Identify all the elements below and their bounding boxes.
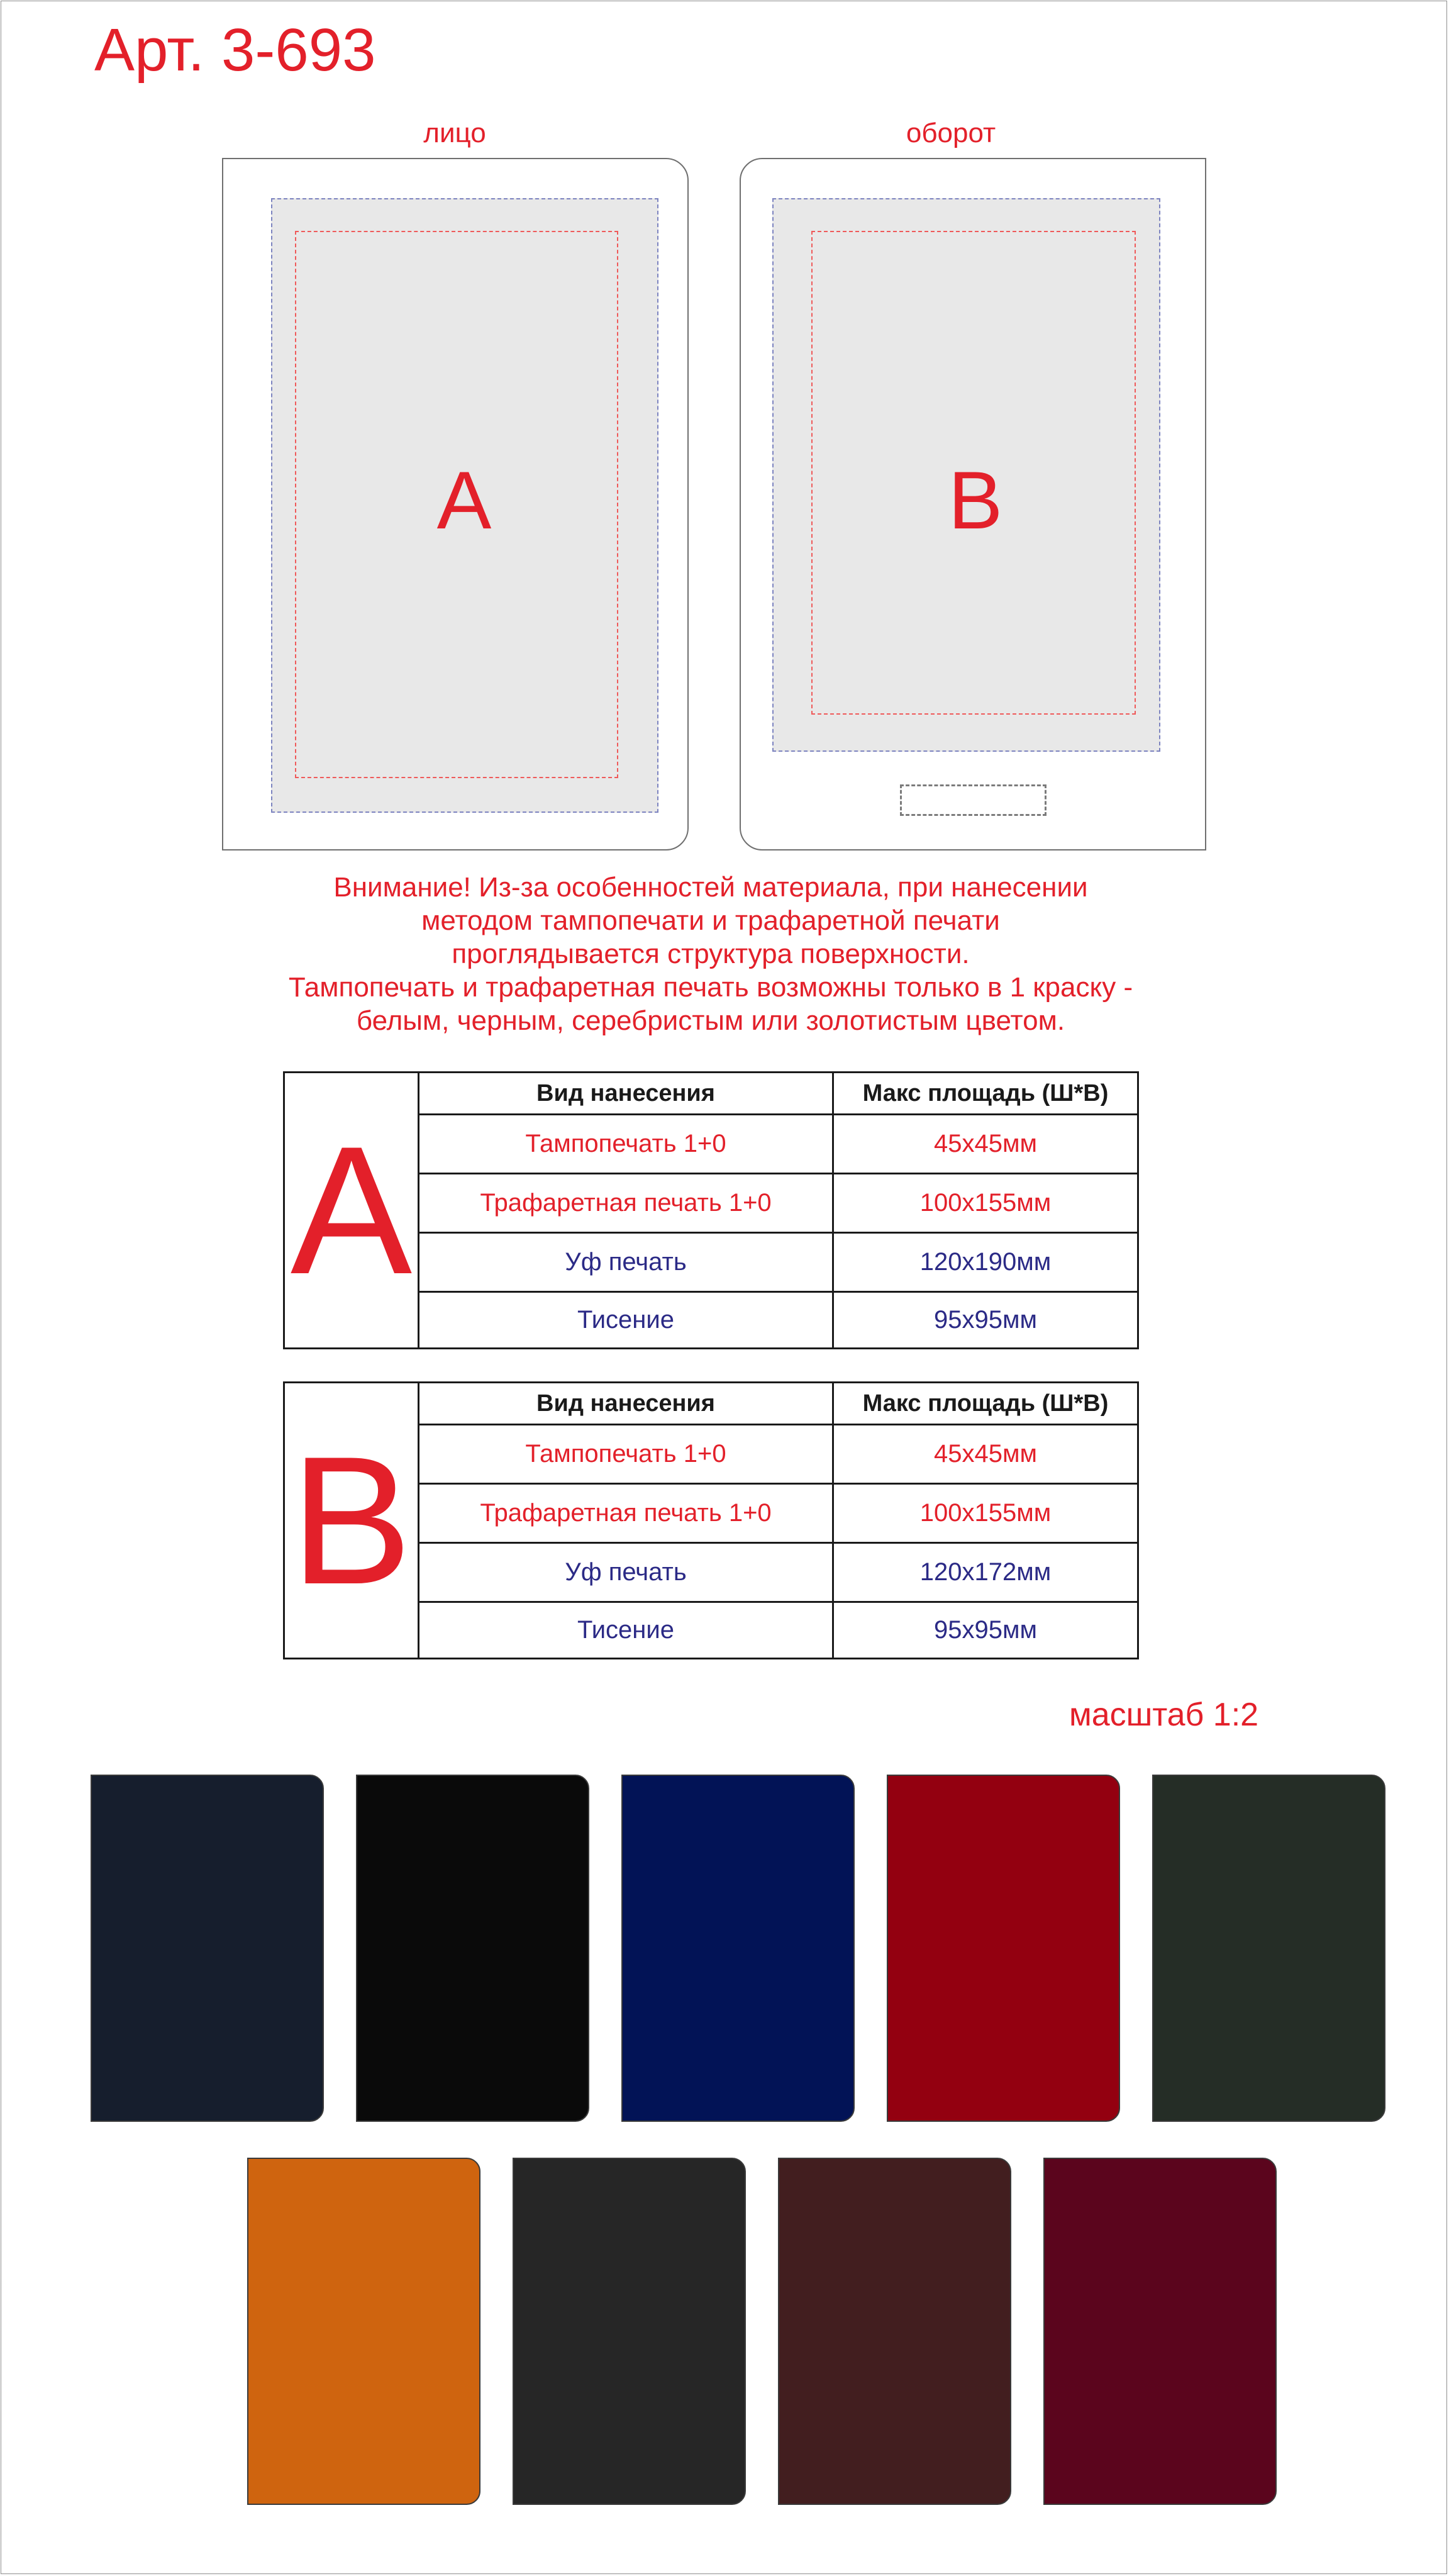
method-cell: Уф печать: [419, 1234, 834, 1291]
method-cell: Трафаретная печать 1+0: [419, 1174, 834, 1232]
area-cell: 45х45мм: [934, 1440, 1037, 1468]
header-area: Макс площадь (Ш*В): [862, 1390, 1109, 1417]
method-cell: Тампопечать 1+0: [419, 1115, 834, 1173]
zone-letter-a: A: [436, 454, 492, 546]
table-letter-a: A: [285, 1073, 419, 1347]
table-row: [419, 1603, 1137, 1658]
table-row: [419, 1485, 1137, 1544]
table-header-row: [419, 1383, 1137, 1425]
notice-line: проглядывается структура поверхности.: [452, 939, 970, 969]
method-cell: Уф печать: [419, 1544, 834, 1601]
area-cell: 45х45мм: [934, 1130, 1037, 1157]
color-swatch: [1043, 2158, 1277, 2505]
method-cell: Тисение: [419, 1603, 834, 1658]
method-cell: Тисение: [419, 1293, 834, 1347]
table-row: [419, 1115, 1137, 1174]
header-method: Вид нанесения: [419, 1073, 834, 1113]
area-cell: 120х190мм: [919, 1248, 1052, 1276]
spec-table-b: [283, 1381, 1139, 1659]
article-title: Арт. 3-693: [94, 16, 376, 84]
area-cell: 100х155мм: [919, 1499, 1052, 1527]
table-row: [419, 1293, 1137, 1347]
table-row: [419, 1425, 1137, 1485]
color-swatch: [887, 1775, 1120, 2122]
color-swatch: [621, 1775, 855, 2122]
back-label: оборот: [906, 118, 996, 148]
back-template: [740, 158, 1206, 850]
color-swatch: [1152, 1775, 1385, 2122]
area-cell: 95х95мм: [934, 1616, 1037, 1644]
slot-cutout: [900, 784, 1046, 816]
notice-line: Внимание! Из-за особенностей материала, при нанесении: [333, 872, 1088, 903]
color-swatch: [247, 2158, 480, 2505]
material-notice: [189, 871, 1233, 1037]
zone-letter-b: B: [948, 454, 1003, 546]
header-method: Вид нанесения: [419, 1383, 834, 1424]
notice-line: методом тампопечати и трафаретной печати: [421, 905, 1000, 936]
table-row: [419, 1234, 1137, 1293]
color-swatch: [513, 2158, 746, 2505]
color-swatch: [778, 2158, 1011, 2505]
area-cell: 95х95мм: [934, 1306, 1037, 1334]
color-swatch: [91, 1775, 324, 2122]
method-cell: Трафаретная печать 1+0: [419, 1485, 834, 1542]
scale-label: масштаб 1:2: [1069, 1697, 1259, 1733]
header-area: Макс площадь (Ш*В): [862, 1079, 1109, 1107]
color-swatch: [356, 1775, 589, 2122]
front-template: [222, 158, 689, 850]
table-row: [419, 1174, 1137, 1234]
notice-line: белым, черным, серебристым или золотистым цветом.: [356, 1005, 1065, 1036]
area-cell: 120х172мм: [919, 1558, 1052, 1586]
method-cell: Тампопечать 1+0: [419, 1425, 834, 1483]
front-label: лицо: [423, 118, 486, 148]
table-header-row: [419, 1073, 1137, 1115]
notice-line: Тампопечать и трафаретная печать возможны только в 1 краску -: [288, 972, 1133, 1003]
table-letter-b: B: [285, 1383, 419, 1658]
spec-table-a: [283, 1071, 1139, 1349]
table-row: [419, 1544, 1137, 1603]
area-cell: 100х155мм: [919, 1189, 1052, 1217]
